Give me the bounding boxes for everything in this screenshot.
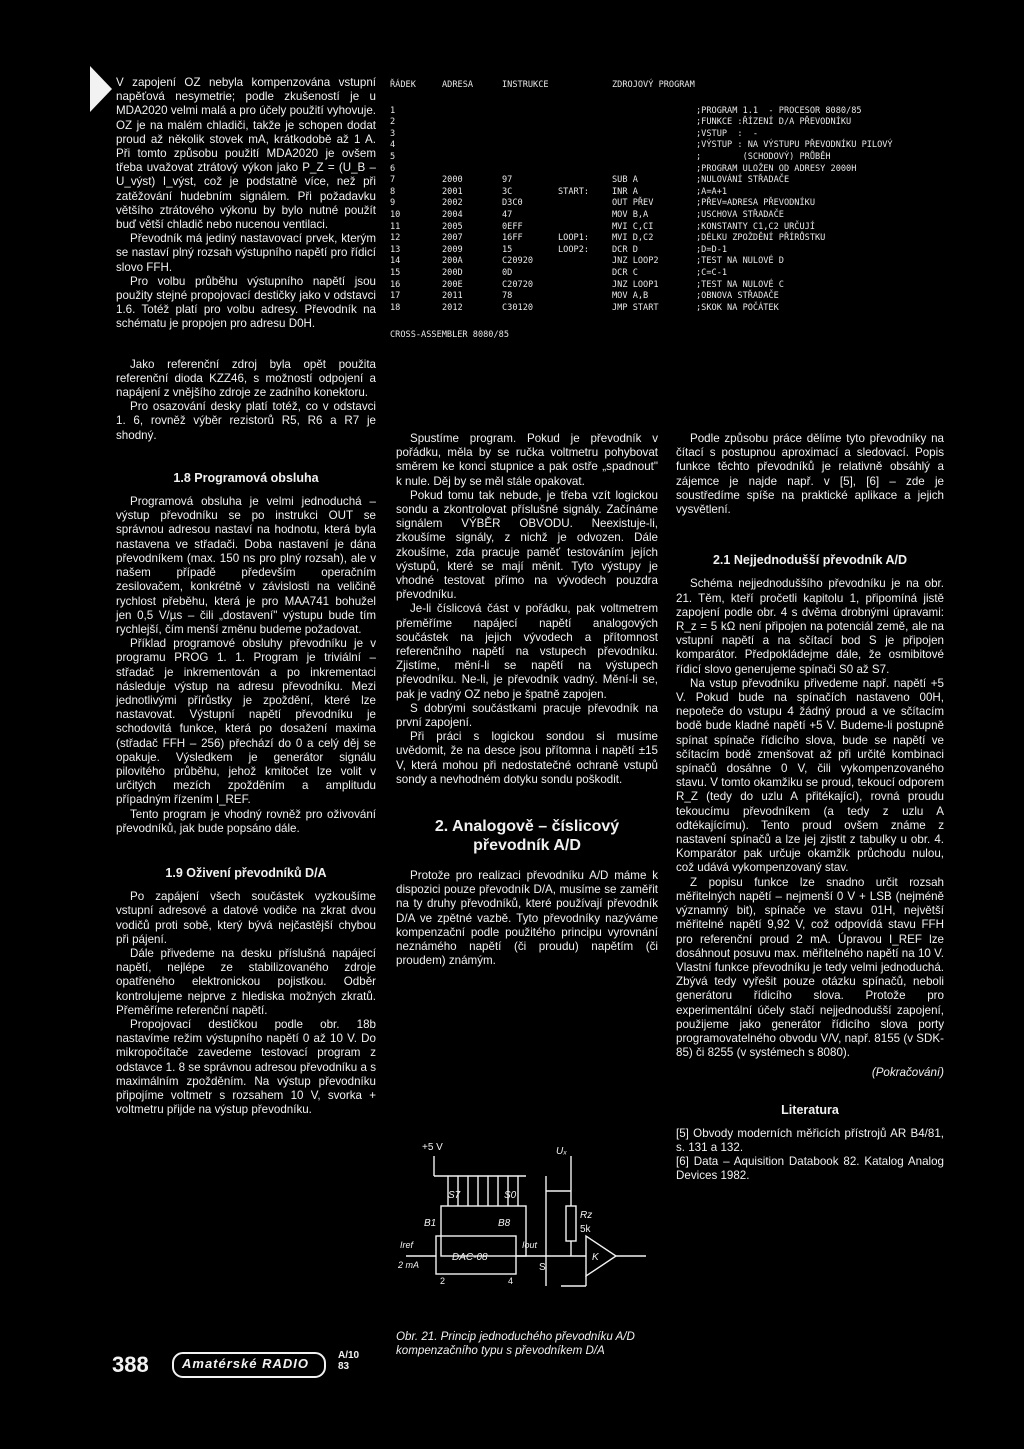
listing-cell <box>442 106 502 118</box>
listing-cell: 2000 <box>442 175 463 186</box>
listing-cell <box>502 106 558 118</box>
listing-table <box>390 80 893 314</box>
listing-cell: ;SKOK NA POČÁTEK <box>696 302 779 313</box>
listing-cell: 2001 <box>442 186 463 197</box>
paragraph: Je-li číslicová část v pořádku, pak voltmetrem přeměříme napájecí napětí analogových součástek na jejich vývodech a přítomnost referenčního napětí na vstupech převodníku. Zjistíme, mění-li se napětí na výstupech převodníku. Ne-li, je převodník vadný. Mění-li se, pak je vadný OZ nebo je špatně zapojen. <box>396 602 658 701</box>
paragraph: Po zapájení všech součástek vyzkoušíme vstupní adresové a datové vodiče na zkrat dvou vodičů proti sobě, který bývá nejčastější chybou při pájení. <box>116 890 376 946</box>
listing-cell <box>502 140 558 152</box>
listing-cell: 5 <box>390 151 396 162</box>
paragraph: Při práci s logickou sondou si musíme uvědomit, že na desce jsou přítomna i napětí ±15 V, která mohou při nedostatečné ochraně vstupů sondy a nevhodném dotyku sondu poškodit. <box>396 730 658 786</box>
paragraph: Spustíme program. Pokud je převodník v pořádku, měla by se ručka voltmetru pohybovat směrem ke konci stupnice a pak ostře „spadnout" k nule. Děj by se měl stále opakovat. <box>396 432 658 488</box>
middle-column <box>396 432 658 969</box>
listing-cell: 15 <box>390 267 401 278</box>
label-s: S <box>539 1262 546 1273</box>
label-ux: Uₓ <box>556 1146 568 1157</box>
listing-cell: 7 <box>390 175 396 186</box>
listing-cell: ;TEST NA NULOVÉ D <box>696 256 784 267</box>
listing-row <box>390 164 893 176</box>
listing-cell: 18 <box>390 302 401 313</box>
listing-cell: 2 <box>390 117 396 128</box>
section-heading: 2. Analogově – číslicový převodník A/D <box>434 818 620 855</box>
listing-row <box>390 222 893 234</box>
label-iref: Iref <box>400 1240 414 1250</box>
section-heading: 1.8 Programová obsluha <box>173 470 319 485</box>
label-plus5v: +5 V <box>422 1142 443 1153</box>
listing-cell: INR A <box>612 186 638 197</box>
listing-cell: LOOP2: <box>558 244 590 255</box>
paragraph: Příklad programové obsluhy převodníku je v programu PROG 1. 1. Program je triviální – střadač je inkrementován a po inkrementaci následuje výstup na adresu převodníku. Mezi jednotlivými přírůstky je zpoždění, které lze nastavovat. Výstupní napětí převodníku je schodovitá funkce, která po dosažení maxima (střadač FFH – 256) přechází do 0 a celý děj se opakuje. Výsledkem je generátor signálu pilovitého průběhu, jehož kmitočet lze volit v určitých mezích zpožděním a amplitudu případným řízením I_REF. <box>116 637 376 807</box>
listing-row <box>390 140 893 152</box>
issue-number <box>338 1350 359 1372</box>
label-2ma: 2 mA <box>398 1260 420 1270</box>
listing-cell: 2007 <box>442 233 463 244</box>
listing-header: ADRESA <box>442 80 474 90</box>
listing-cell: 2002 <box>442 198 463 209</box>
listing-cell <box>502 117 558 129</box>
listing-cell <box>558 129 612 141</box>
listing-cell: 10 <box>390 209 401 220</box>
listing-cell: ;KONSTANTY C1,C2 URČUJÍ <box>696 221 815 232</box>
listing-row <box>390 291 893 303</box>
listing-cell: 16 <box>390 279 401 290</box>
listing-cell: OUT PŘEV <box>612 198 654 209</box>
issue-line: A/10 <box>338 1350 360 1361</box>
listing-cell: JMP START <box>612 302 659 313</box>
listing-cell: ;C=C-1 <box>696 267 728 278</box>
label-dac08: DAC-08 <box>452 1252 488 1263</box>
label-s7: S7 <box>448 1190 461 1201</box>
listing-cell: JNZ LOOP2 <box>612 256 659 267</box>
listing-cell: 200D <box>442 267 463 278</box>
listing-cell <box>612 106 696 118</box>
listing-cell: ;DÉLKU ZPOŽDĚNÍ PŘÍRŮSTKU <box>696 233 826 244</box>
listing-cell <box>558 268 612 280</box>
paragraph: Na vstup převodníku přivedeme např. napětí +5 V. Pokud bude na spínačích nastaveno 00H, nepoteče do vstupu 4 žádný proud a ve sčítacím bodě bude kladné napětí +5 V. Budeme-li postupně spínat spínače řídicího slova, bude se napětí ve sčítacím bodě zmenšovat až při určité kombinaci spínačů dosáhne 0 V, čili vykompenzovaného stavu. V tomto okamžiku se proud, tekoucí odporem R_Z (tedy do uzlu A přitékající), rovná proudu tekoucímu převodníkem (a tedy z uzlu A odtékajícímu). Tento proud ovšem známe z nastavení spínačů a lze jej zjistit z tabulky u obr. 4. Komparátor pak určuje okamžik průchodu nulou, což udává vykompenzovaný stav. <box>676 676 944 875</box>
listing-cell <box>502 129 558 141</box>
label-s0: S0 <box>504 1190 517 1201</box>
paragraph: Propojovací destičkou podle obr. 18b nastavíme režim výstupního napětí 0 až 10 V. Do mikropočítače zavedeme testovací program z odstavce 1. 8 se správnou adresou převodníku a s maximálním zpožděním. Na výstup převodníku připojíme voltmetr s rozsahem 10 V, svorka + voltmetru přijde na výstup převodníku. <box>116 1017 376 1117</box>
listing-cell: ;PROGRAM ULOŽEN OD ADRESY 2000H <box>696 163 857 174</box>
schematic-figure <box>396 1136 666 1316</box>
listing-cell <box>558 210 612 222</box>
listing-cell: 3C <box>502 186 513 197</box>
listing-cell: 2004 <box>442 209 463 220</box>
figure-caption: Obr. 21. Princip jednoduchého převodníku A/D kompenzačního typu s převodníkem D/A <box>396 1330 635 1357</box>
listing-cell: ;OBNOVA STŘADAČE <box>696 291 779 302</box>
listing-row <box>390 117 893 129</box>
listing-cell: SUB A <box>612 175 638 186</box>
left-column <box>116 76 376 1117</box>
label-iout: Iout <box>522 1240 538 1250</box>
listing-cell: 9 <box>390 198 396 209</box>
listing-cell <box>558 140 612 152</box>
listing-cell <box>502 152 558 164</box>
listing-cell: JNZ LOOP1 <box>612 279 659 290</box>
listing-row <box>390 152 893 164</box>
listing-cell <box>558 280 612 292</box>
listing-cell: 4 <box>390 140 396 151</box>
listing-cell <box>612 152 696 164</box>
label-pin2: 2 <box>440 1276 446 1286</box>
listing-row <box>390 187 893 199</box>
label-5k: 5k <box>580 1224 591 1235</box>
listing-cell: 2011 <box>442 291 463 302</box>
issue-line: 83 <box>338 1361 350 1372</box>
listing-cell: 97 <box>502 175 513 186</box>
continuation-note: (Pokračování) <box>871 1066 944 1080</box>
listing-cell: DCR D <box>612 244 638 255</box>
listing-cell <box>558 222 612 234</box>
listing-cell <box>442 152 502 164</box>
listing-cell: 14 <box>390 256 401 267</box>
section-heading: Literatura <box>781 1102 839 1117</box>
magazine-title: Amatérské RADIO <box>182 1356 309 1371</box>
paragraph: Protože pro realizaci převodníku A/D máme k dispozici pouze převodník D/A, musíme se zaměřit na ty druhy převodníků, které používají převodník D/A ve zpětné vazbě. Tyto převodníky nazýváme kompenzační podle použitého principu vyrovnání neznámého napětí (či proudu) napětím (či proudem) známým. <box>396 869 658 968</box>
listing-cell <box>558 198 612 210</box>
label-b8: B8 <box>498 1218 511 1229</box>
listing-cell: 3 <box>390 128 396 139</box>
listing-row <box>390 280 893 292</box>
listing-cell: START: <box>558 186 590 197</box>
listing-cell: 0EFF <box>502 221 523 232</box>
listing-cell: 200A <box>442 256 463 267</box>
listing-header: ZDROJOVÝ PROGRAM <box>612 80 695 90</box>
listing-cell: ;NULOVÁNÍ STŘADAČE <box>696 175 790 186</box>
listing-cell: DCR C <box>612 267 638 278</box>
paragraph: Z popisu funkce lze snadno určit rozsah měřitelných napětí – nejmenší 0 V + LSB (nejméně významný bit), spínače ve stavu 01H, největší měřitelné napětí 9,92 V, což odpovídá stavu FFH pro referenční proud 2 mA. Úpravou I_REF lze dosáhnout posuvu max. měřitelného napětí na 10 V. Vlastní funkce převodníku je tedy velmi jednoduchá. Zbývá tedy vyřešit pouze otázku spínačů, neboli generátoru řídicího slova. Protože pro experimentální účely stačí nejjednodušší zapojení, použijeme jako generátor řídicího slova porty programovatelného obvodu V/V, např. 8155 (v SDK-85) či 8255 (v systémech s 8080). <box>676 875 944 1060</box>
listing-cell: 11 <box>390 221 401 232</box>
program-listing <box>390 80 950 340</box>
label-pin4: 4 <box>508 1276 514 1286</box>
label-k: K <box>592 1252 599 1263</box>
listing-cell: MVI C,CI <box>612 221 654 232</box>
listing-cell: ;FUNKCE :ŘÍZENÍ D/A PŘEVODNÍKU <box>696 117 852 128</box>
reference-item: [6] Data – Aquisition Databook 82. Katalog Analog Devices 1982. <box>676 1155 944 1183</box>
section-heading: 1.9 Oživení převodníků D/A <box>165 865 327 880</box>
listing-cell: ;VSTUP : - <box>696 128 759 139</box>
listing-cell: ;D=D-1 <box>696 244 728 255</box>
listing-row <box>390 256 893 268</box>
listing-row <box>390 268 893 280</box>
paragraph: Pro osazování desky platí totéž, co v odstavci 1. 6, rovněž výběr rezistorů R5, R6 a R7 je shodný. <box>116 400 376 442</box>
listing-cell: C20920 <box>502 256 534 267</box>
listing-cell <box>442 164 502 176</box>
listing-cell: 15 <box>502 244 513 255</box>
arrow-mark-icon <box>88 64 114 114</box>
listing-cell: ;PŘEV=ADRESA PŘEVODNÍKU <box>696 198 815 209</box>
listing-cell <box>612 164 696 176</box>
label-rz: Rz <box>580 1210 593 1221</box>
listing-cell <box>612 117 696 129</box>
listing-row <box>390 210 893 222</box>
listing-cell <box>558 117 612 129</box>
listing-cell: 13 <box>390 244 401 255</box>
listing-cell <box>502 164 558 176</box>
listing-cell <box>612 129 696 141</box>
right-column <box>676 432 944 1184</box>
listing-cell: 200E <box>442 279 463 290</box>
paragraph: Pro volbu průběhu výstupního napětí jsou použity stejné propojovací destičky jako v odstavci 1.6. Totéž platí pro volbu adresy. Převodník na schématu je propojen pro adresu D0H. <box>116 274 376 331</box>
listing-cell: D3C0 <box>502 198 523 209</box>
listing-cell <box>612 140 696 152</box>
listing-cell: MVI D,C2 <box>612 233 654 244</box>
listing-cell: MOV B,A <box>612 209 649 220</box>
listing-cell <box>558 164 612 176</box>
listing-cell: 17 <box>390 291 401 302</box>
listing-header: INSTRUKCE <box>502 80 549 90</box>
paragraph: Pokud tomu tak nebude, je třeba vzít logickou sondu a zkontrolovat příslušné signály. Začínáme signálem VÝBĚR OBVODU. Neexistuje-li, zkoušíme signály, z nichž je odvozen. Dále zkoušíme, zda pracuje paměť testováním jejích výstupů, které se mají měnit. Tyto výstupy je vhodné testovat přímo na vývodech pouzdra převodníku. <box>396 488 658 602</box>
listing-cell <box>442 117 502 129</box>
paragraph: Podle způsobu práce dělíme tyto převodníky na čítací s postupnou aproximací a sledovací. Popis funkce těchto převodníků je relativně obsáhlý a zájemce je najde např. v [5], [6] – zde je soustředíme spíše na praktické aplikace a jejich vysvětlení. <box>676 432 944 517</box>
listing-cell: ;TEST NA NULOVÉ C <box>696 279 784 290</box>
listing-header-row <box>390 80 893 92</box>
listing-cell: 8 <box>390 186 396 197</box>
paragraph: Jako referenční zdroj byla opět použita referenční dioda KZZ46, s možností odpojení a napájení z vnějšího zdroje ze zadního konektoru. <box>116 357 376 400</box>
listing-cell: MOV A,B <box>612 291 649 302</box>
listing-cell: 6 <box>390 163 396 174</box>
listing-cell: LOOP1: <box>558 233 590 244</box>
listing-cell: ; (SCHODOVÝ) PRŮBĚH <box>696 151 831 162</box>
listing-header: ŘÁDEK <box>390 80 416 90</box>
listing-cell <box>558 175 612 187</box>
paragraph: S dobrými součástkami pracuje převodník na první zapojení. <box>396 701 658 730</box>
listing-cell: C20720 <box>502 279 534 290</box>
listing-cell: 78 <box>502 291 513 302</box>
paragraph: Dále přivedeme na desku příslušná napájecí napětí, nejlépe ze stabilizovaného zdroje opatřeného elektronickou pojistkou. Odběr kontrolujeme nejprve z hlediska možných zkratů. Přeměříme referenční napětí. <box>116 946 376 1017</box>
listing-cell: 1 <box>390 105 396 116</box>
listing-cell <box>442 129 502 141</box>
paragraph: Převodník má jediný nastavovací prvek, kterým se nastaví plný rozsah výstupního napětí pro řídicí slovo FFH. <box>116 232 376 274</box>
listing-cell: 0D <box>502 267 513 278</box>
listing-cell <box>558 152 612 164</box>
listing-cell <box>558 256 612 268</box>
section-heading: 2.1 Nejjednodušší převodník A/D <box>712 553 908 568</box>
listing-cell: 16FF <box>502 233 523 244</box>
page-number: 388 <box>112 1352 149 1377</box>
listing-row <box>390 106 893 118</box>
listing-cell: ;A=A+1 <box>696 186 728 197</box>
listing-cell: 2009 <box>442 244 463 255</box>
listing-cell: 47 <box>502 209 513 220</box>
label-b1: B1 <box>424 1218 437 1229</box>
paragraph: V zapojení OZ nebyla kompenzována vstupní napěťová nesymetrie; podle zkušeností je u MDA2020 velmi malá a pro účely použití vyhovuje. OZ je na malém chladiči, takže je schopen dodat proud až několik stovek mA, krátkodobě až 1 A. Při tomto způsobu použití MDA2020 je ovšem třeba uvažovat ztrátový výkon jako P_Z = (U_B – U_výst) I_výst, což je podstatně více, než při zatěžování hudebním signálem. Při požadavku většího ztrátového výkonu by bylo nutné použít buď větší chladič nebo nucenou ventilaci. <box>116 76 376 232</box>
reference-item: [5] Obvody moderních měřicích přístrojů AR B4/81, s. 131 a 132. <box>676 1126 944 1154</box>
paragraph: Programová obsluha je velmi jednoduchá – výstup převodníku se po instrukci OUT se správnou adresou nastaví na hodnotu, která byla nastavena ve střadači. Doba nastavení je dána převodníkem (max. 150 ns pro plný rozsah), ale v našem případě především operačním zesilovačem, konkrétně v závislosti na veličině rychlost přeběhu, která je pro MAA741 bohužel jen 0,5 V/µs – čili „dostavení" výstupu bude tím rychlejší, čím menší změnu budeme požadovat. <box>116 495 376 636</box>
listing-cell: ;PROGRAM 1.1 - PROCESOR 8080/85 <box>696 105 862 116</box>
paragraph: Tento program je vhodný rovněž pro oživování převodníků, jak bude popsáno dále. <box>116 807 376 835</box>
listing-cell <box>442 140 502 152</box>
listing-row <box>390 245 893 257</box>
listing-row <box>390 233 893 245</box>
listing-row <box>390 129 893 141</box>
listing-cell <box>558 303 612 315</box>
listing-cell: ;USCHOVA STŘADAČE <box>696 209 784 220</box>
paragraph: Schéma nejjednoduššího převodníku je na obr. 21. Těm, kteří pročetli kapitolu 1, připomíná jistě zapojení podle obr. 4 s dvěma drobnými úpravami: R_z = 5 kΩ není připojen na potenciál země, ale na vstupní napětí a na sčítací bod S je připojen komparátor. Předpokládejme dále, že osmibitové řídicí slovo generujeme spínači S0 až S7. <box>676 577 944 676</box>
listing-cell: ;VÝSTUP : NA VÝSTUPU PŘEVODNÍKU PILOVÝ <box>696 140 893 151</box>
listing-footer: CROSS-ASSEMBLER 8080/85 <box>390 330 509 341</box>
listing-cell: 2005 <box>442 221 463 232</box>
listing-row <box>390 303 893 315</box>
listing-cell <box>558 106 612 118</box>
listing-cell: 12 <box>390 233 401 244</box>
listing-row <box>390 198 893 210</box>
listing-cell: C30120 <box>502 302 534 313</box>
listing-cell <box>558 291 612 303</box>
listing-cell: 2012 <box>442 302 463 313</box>
listing-row <box>390 175 893 187</box>
